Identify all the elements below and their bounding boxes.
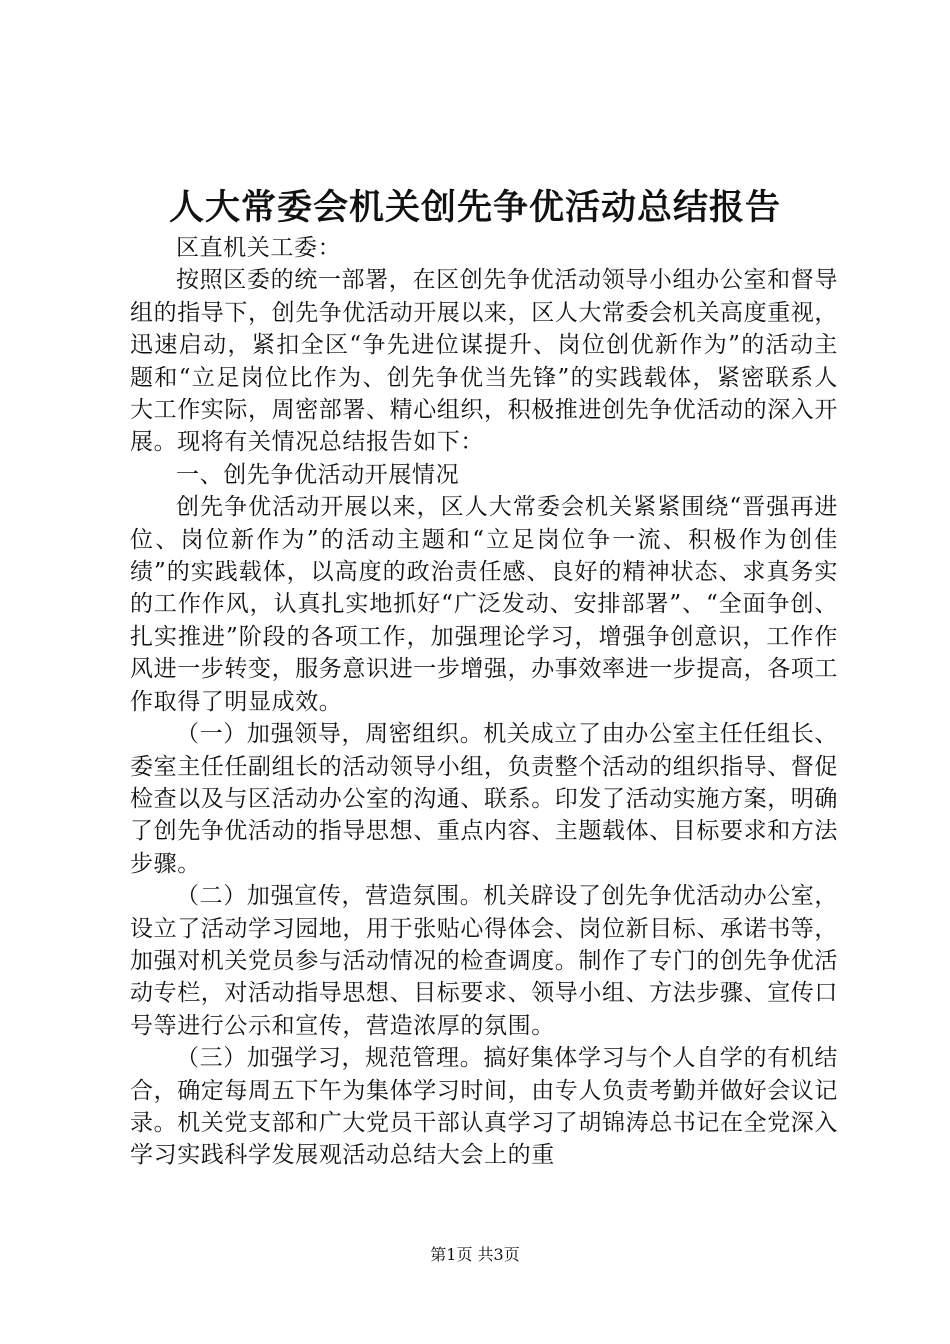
- paragraph-item-2: （二）加强宣传，营造氛围。机关辟设了创先争优活动办公室，设立了活动学习园地，用于张贴心得体会、岗位新目标、承诺书等，加强对机关党员参与活动情况的检查调度。制作了专门的创先争优活动专栏，对活动指导思想、目标要求、领导小组、方法步骤、宣传口号等进行公示和宣传，营造浓厚的氛围。: [130, 883, 838, 1039]
- salutation: 区直机关工委：: [176, 235, 342, 261]
- paragraph-item-1: （一）加强领导，周密组织。机关成立了由办公室主任任组长、委室主任任副组长的活动领导小组，负责整个活动的组织指导、督促检查以及与区活动办公室的沟通、联系。印发了活动实施方案，明确了创先争优活动的指导思想、重点内容、主题载体、目标要求和方法步骤。: [130, 721, 838, 877]
- page-footer: 第1页 共3页: [430, 1245, 520, 1264]
- document-title: 人大常委会机关创先争优活动总结报告: [168, 187, 781, 228]
- paragraph-item-3: （三）加强学习，规范管理。搞好集体学习与个人自学的有机结合，确定每周五下午为集体学习时间，由专人负责考勤并做好会议记录。机关党支部和广大党员干部认真学习了胡锦涛总书记在全党深入学习实践科学发展观活动总结大会上的重: [130, 1045, 838, 1169]
- paragraph-intro: 按照区委的统一部署，在区创先争优活动领导小组办公室和督导组的指导下，创先争优活动开展以来，区人大常委会机关高度重视，迅速启动，紧扣全区“争先进位谋提升、岗位创优新作为”的活动主题和“立足岗位比作为、创先争优当先锋”的实践载体，紧密联系人大工作实际，周密部署、精心组织，积极推进创先争优活动的深入开展。现将有关情况总结报告如下：: [130, 267, 838, 456]
- section-heading-1: 一、创先争优活动开展情况: [176, 461, 460, 488]
- paragraph-overview: 创先争优活动开展以来，区人大常委会机关紧紧围绕“晋强再进位、岗位新作为”的活动主题和“立足岗位争一流、积极作为创佳绩”的实践载体，以高度的政治责任感、良好的精神状态、求真务实的工作作风，认真扎实地抓好“广泛发动、安排部署”、“全面争创、扎实推进”阶段的各项工作，加强理论学习，增强争创意识，工作作风进一步转变，服务意识进一步增强，办事效率进一步提高，各项工作取得了明显成效。: [130, 494, 838, 715]
- document-body: [130, 232, 838, 1172]
